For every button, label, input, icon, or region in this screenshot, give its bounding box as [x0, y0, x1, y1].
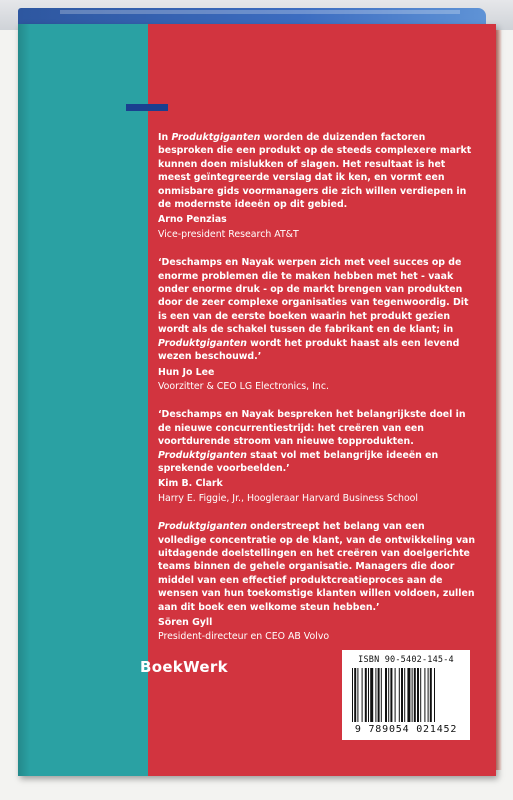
book-title-italic: Produktgiganten — [158, 521, 247, 533]
book-title-italic: Produktgiganten — [171, 132, 261, 143]
endorsement — [158, 256, 476, 393]
quote-run: ‘Deschamps en Nayak werpen zich met veel succes op de enorme problemen die te maken hebben met het - vaak onder enorme druk - op de markt brengen van produkten door de zeer complexe organisaties van tegenwoordig. Dit is een van de eerste boeken waarin het produkt gezien wordt als de schakel tussen de fabrikant en de klant; in — [158, 257, 469, 336]
quote-run: wordt het produkt haast als een levend wezen beschouwd.’ — [158, 337, 460, 363]
quote-run: worden de duizenden factoren besproken die een produkt op de steeds complexere markt kunnen doen mislukken of slagen. Het resultaat is het meest geïntegreerde verslag dat ik ken, en vormt een onmisbare gids voormanagers die zich willen verdiepen in de modernste ideeën op dit gebied. — [158, 132, 472, 211]
barcode-bars — [352, 668, 460, 722]
quote-run: staat vol met belangrijke ideeën en sprekende voorbeelden.’ — [158, 449, 439, 474]
quote-text — [158, 256, 476, 363]
accent-bar — [126, 104, 168, 111]
quote-author: Sören Gyll — [158, 617, 213, 628]
spine-shadow — [18, 24, 30, 776]
teal-strip — [18, 24, 148, 776]
endorsement — [158, 408, 476, 505]
endorsement — [158, 131, 476, 241]
quote-author: Kim B. Clark — [158, 478, 223, 490]
quote-text — [158, 520, 476, 614]
quote-run: onderstreept het belang van een volledige concentratie op de klant, van de ontwikkeling van uitdagende doelstellingen en het creëren van doelgerichte teams binnen de gehele organisatie. Managers die door middel van een effectief produktcreatieproces aan de wensen van hun toekomstige klanten willen voldoen, zullen aan dit boek een welkome steun hebben.’ — [158, 521, 476, 613]
quote-author: Hun Jo Lee — [158, 366, 215, 378]
isbn-text: ISBN 90-5402-145-4 — [358, 655, 454, 665]
quote-role: Vice-president Research AT&T — [158, 228, 299, 240]
quote-text — [158, 408, 476, 475]
quote-role: Voorzitter & CEO LG Electronics, Inc. — [158, 380, 329, 392]
quote-run: In — [158, 132, 172, 143]
book-title-italic: Produktgiganten — [158, 337, 247, 349]
publisher-logo: BoekWerk — [140, 658, 228, 676]
quote-role: President-directeur en CEO AB Volvo — [158, 631, 330, 643]
book-title-italic: Produktgiganten — [158, 449, 247, 461]
quote-author: Arno Penzias — [158, 214, 227, 226]
spine-highlight — [60, 10, 460, 14]
barcode — [342, 650, 470, 740]
endorsements — [158, 131, 476, 659]
back-cover — [18, 24, 496, 776]
quote-role: Harry E. Figgie, Jr., Hoogleraar Harvard Business School — [158, 492, 419, 504]
quote-text — [158, 131, 476, 211]
ean-digits: 9 789054 021452 — [354, 724, 458, 735]
quote-run: ‘Deschamps en Nayak bespreken het belangrijkste doel in de nieuwe concurrentiestrijd: het creëren van een voortdurende stroom van nieuwe topprodukten. — [158, 409, 466, 448]
endorsement — [158, 520, 476, 644]
